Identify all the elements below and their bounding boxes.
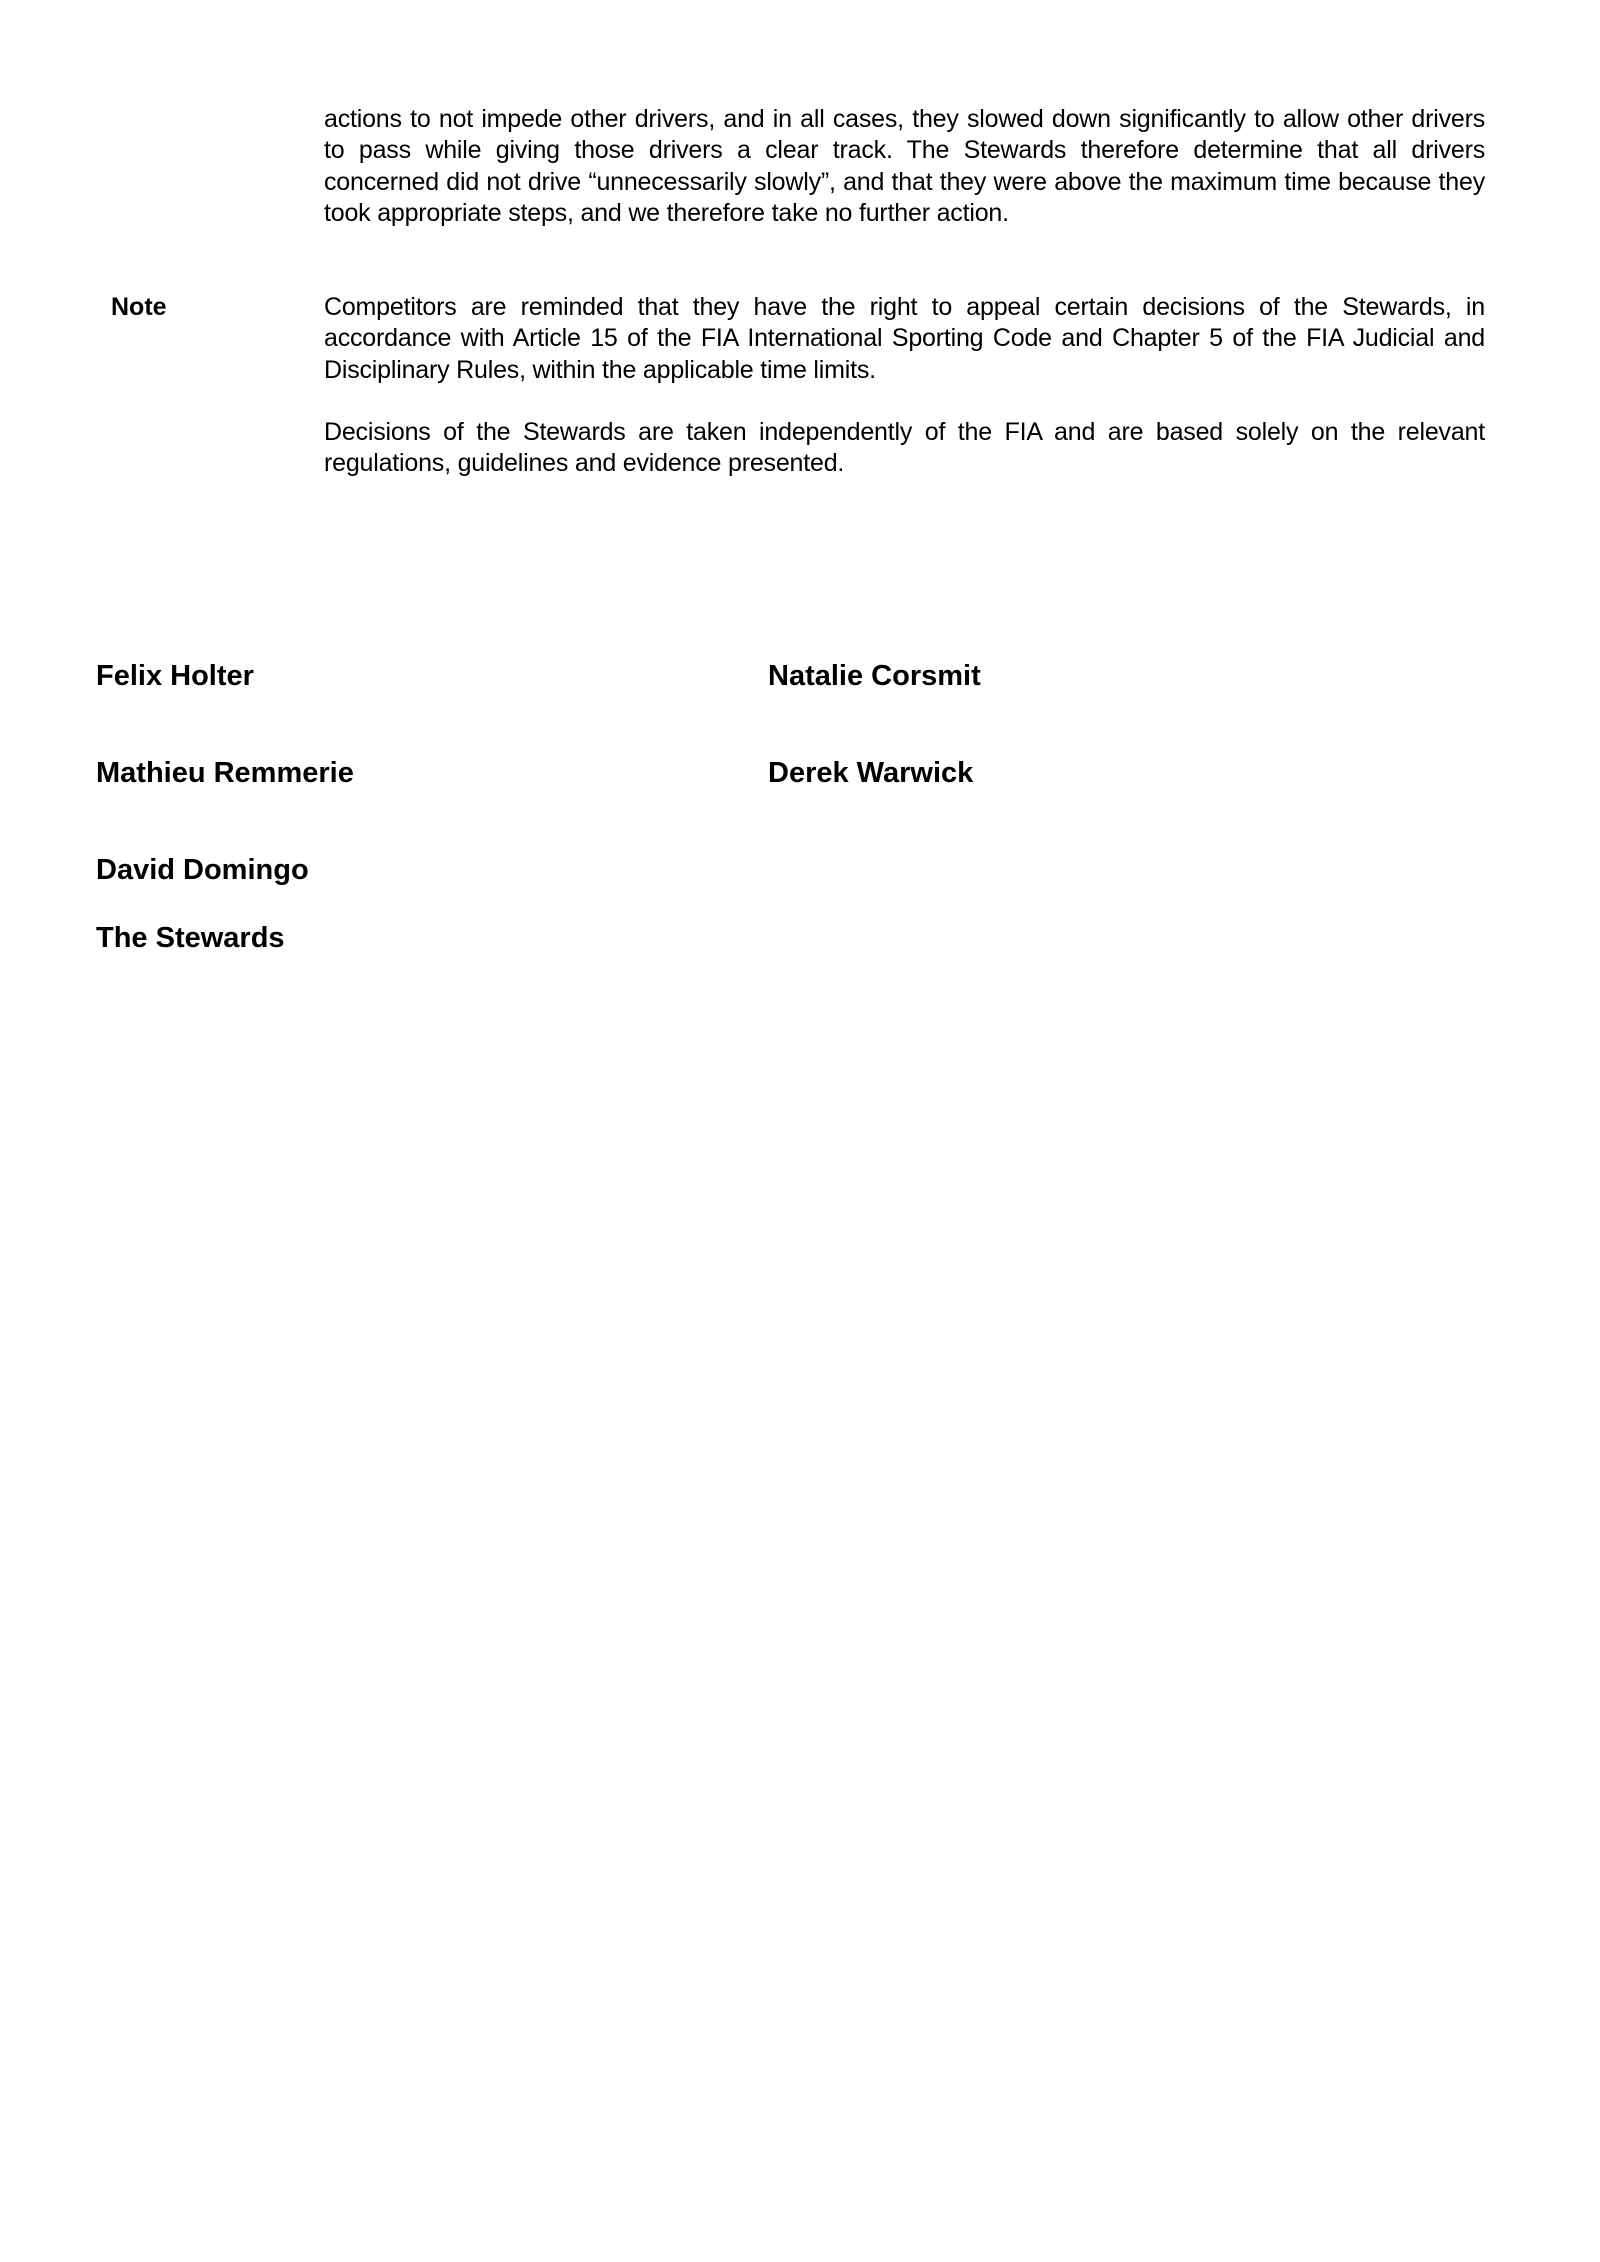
signature-title: The Stewards <box>96 922 285 954</box>
steward-name: Derek Warwick <box>768 757 974 789</box>
steward-name: Natalie Corsmit <box>768 660 981 692</box>
steward-name: David Domingo <box>96 854 309 886</box>
note-appeal-paragraph: Competitors are reminded that they have the right to appeal certain decisions of the Stewards, in accordance with Article 15 of the FIA International Sporting Code and Chapter 5 of the FIA Judicial and Disciplinary Rules, within the applicable time limits. <box>324 293 1485 384</box>
note-label: Note <box>111 293 167 321</box>
note-independence-paragraph: Decisions of the Stewards are taken independently of the FIA and are based solely on the relevant regulations, guidelines and evidence presented. <box>324 418 1485 478</box>
steward-name: Mathieu Remmerie <box>96 757 354 789</box>
decision-continuation-paragraph: actions to not impede other drivers, and in all cases, they slowed down significantly to allow other drivers to pass while giving those drivers a clear track. The Stewards therefore determine that all drivers concerned did not drive “unnecessarily slowly”, and that they were above the maximum time because they took appropriate steps, and we therefore take no further action. <box>324 105 1485 227</box>
steward-name: Felix Holter <box>96 660 254 692</box>
